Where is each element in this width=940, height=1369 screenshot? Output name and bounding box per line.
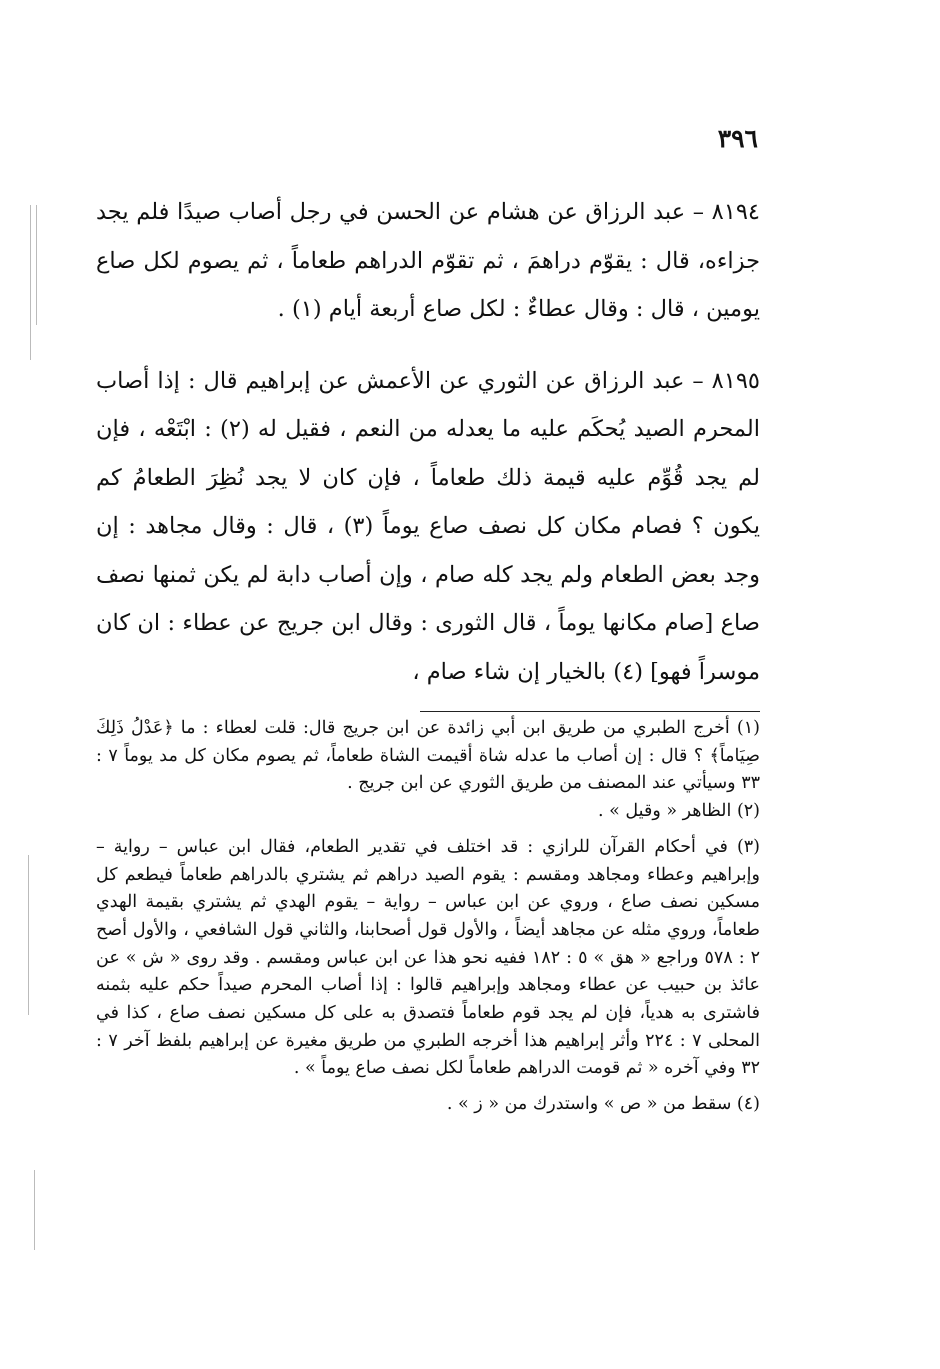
paragraph-8195: ٨١٩٥ – عبد الرزاق عن الثوري عن الأعمش عن إبراهيم قال : إذا أصاب المحرم الصيد يُحكَم عليه ما يعدله من النعم ، فقيل له (٢) : ابْتَعْه ، فإن لم يجد قُوِّم عليه قيمة ذلك طعاماً ، فإن كان لا يجد نُظِرَ الطعامُ كم يكون ؟ فصام مكان كل نصف صاع يوماً (٣) ، قال : وقال مجاهد : إن وجد بعض الطعام ولم يجد كله صام ، وإن أصاب دابة لم يكن ثمنها نصف صاع [صام مكانها يوماً ، قال الثورى : وقال ابن جريج عن عطاء : ان كان موسراً فهو] (٤) بالخيار إن شاء صام ، xyxy=(96,367,760,685)
margin-scan-line xyxy=(34,1170,35,1250)
footnote-separator xyxy=(420,711,760,712)
footnote-2: (٢) الظاهر « وقيل » . xyxy=(598,801,760,822)
margin-scan-line xyxy=(28,855,29,1015)
footnotes xyxy=(96,715,760,1119)
main-text xyxy=(96,188,760,696)
footnote-3: (٣) في أحكام القرآن للرازي : قد اختلف في تقدير الطعام، فقال ابن عباس – رواية – وإبراهيم وعطاء ومجاهد ومقسم : يقوم الصيد دراهم ثم يشتري بالدراهم طعاماً فيطعم كل مسكين نصف صاع ، وروي عن ابن عباس – رواية – يقوم الهدي ثم يشتري بقيمة الهدي طعاماً، وروي مثله عن مجاهد أيضاً ، والأول قول أصحابنا، والثاني قول الشافعي ، والأول أصح ٢ : ٥٧٨ وراجع « هق » ٥ : ١٨٢ ففيه نحو هذا عن ابن عباس ومقسم . وقد روى « ش » عن عائذ بن حبيب عن عطاء ومجاهد وإبراهيم قالوا : إذا أصاب المحرم صيداً حكم عليه بثمنه فاشترى به هدياً، فإن لم يجد قوم طعاماً فتصدق به على كل مسكين نصف صاع ، كذا في المحلى ٧ : ٢٢٤ وأثر إبراهيم هذا أخرجه الطبري من طريق مغيرة عن إبراهيم بلفظ آخر ٧ : ٣٢ وفي آخره « ثم قومت الدراهم طعاماً لكل نصف صاع يوماً » . xyxy=(96,836,761,1079)
margin-scan-line xyxy=(30,205,31,360)
footnote-4: (٤) سقط من « ص » واستدرك من « ز » . xyxy=(446,1094,760,1115)
margin-scan-line xyxy=(36,205,37,325)
paragraph-8194: ٨١٩٤ – عبد الرزاق عن هشام عن الحسن في رجل أصاب صيدًا فلم يجد جزاءه، قال : يقوّم دراهمَ ، ثم تقوّم الدراهم طعاماً ، ثم يصوم لكل صاع يومين ، قال : وقال عطاءٌ : لكل صاع أربعة أيام (١) . xyxy=(96,199,760,322)
page-number: ٣٩٦ xyxy=(717,124,758,153)
footnote-1: (١) أخرج الطبري من طريق ابن أبي زائدة عن ابن جريج قال: قلت لعطاء : ما ﴿عَدْلُ ذَلِكَ صِيَاماً﴾ ؟ قال : إن أصاب ما عدله شاة أقيمت الشاة طعاماً، ثم يصوم مكان كل مد يوماً ٧ : ٣٣ وسيأتي عند المصنف من طريق الثوري عن ابن جريج . xyxy=(96,718,760,794)
